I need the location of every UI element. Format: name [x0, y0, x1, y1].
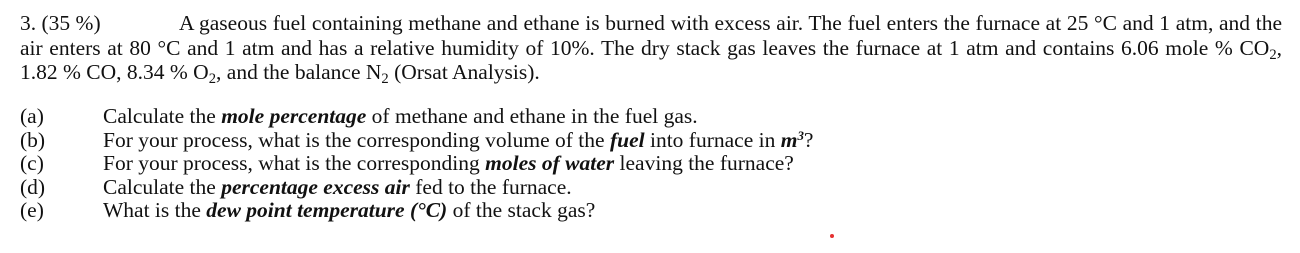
item-emphasis: dew point temperature (°C): [206, 198, 448, 223]
item-label: (b): [20, 127, 46, 152]
question-item-b: [20, 129, 1280, 153]
item-emphasis: percentage excess air: [221, 174, 410, 199]
item-text: [103, 105, 698, 129]
question-weight: (35 %): [41, 11, 101, 35]
unit-symbol: m: [780, 127, 798, 152]
n2-subscript: 2: [381, 71, 389, 88]
question-item-e: [20, 199, 1280, 223]
intro-text: A gaseous fuel containing methane and ethane is burned with excess air. The fuel enters the furnace at 25 °C and 1 atm, and the air enters at 80 °C and 1 atm and has a relative humidity of 10%. The dry stack gas leaves the furnace at 1 atm and contains 6.06 mole % CO: [20, 11, 1282, 60]
question-item-a: [20, 105, 1280, 129]
item-text: [103, 199, 595, 223]
item-label: (c): [20, 151, 44, 176]
item-text-after: ?: [803, 127, 814, 152]
co2-subscript: 2: [1269, 46, 1277, 63]
item-emphasis: moles of water: [485, 151, 615, 176]
question-item-d: [20, 176, 1280, 200]
item-text-after: of the stack gas?: [447, 198, 596, 223]
item-emphasis: fuel: [609, 127, 645, 152]
question-header: [20, 11, 179, 36]
item-text: [103, 176, 572, 200]
question-list: [20, 105, 1280, 223]
item-text-before: For your process, what is the corresponding volume of the: [103, 127, 610, 152]
intro-text-3: , and the balance N: [216, 60, 382, 84]
item-text-before: Calculate the: [103, 174, 222, 199]
item-text: [103, 129, 813, 153]
o2-subscript: 2: [208, 71, 217, 88]
question-number: 3.: [20, 11, 37, 35]
item-label: (a): [20, 104, 44, 128]
item-text-after: fed to the furnace.: [409, 174, 572, 199]
item-label: (d): [20, 174, 46, 199]
item-text-middle: into furnace in: [644, 127, 781, 152]
item-label: (e): [20, 198, 44, 223]
item-text-after: of methane and ethane in the fuel gas.: [366, 104, 698, 128]
item-text-before: Calculate the: [103, 104, 222, 128]
intro-text-2: , 1.82 % CO, 8.34 % O: [20, 35, 1282, 84]
red-marker-dot: [830, 234, 834, 238]
intro-text-4: (Orsat Analysis).: [388, 60, 540, 84]
item-emphasis: mole percentage: [221, 104, 367, 128]
question-item-c: [20, 152, 1280, 176]
unit-exponent: 3: [797, 128, 804, 143]
item-text-before: For your process, what is the corresponding: [103, 151, 486, 176]
item-text: [103, 152, 794, 176]
item-text-before: What is the: [103, 198, 207, 223]
item-text-after: leaving the furnace?: [614, 151, 794, 176]
problem-statement: [20, 11, 1282, 88]
